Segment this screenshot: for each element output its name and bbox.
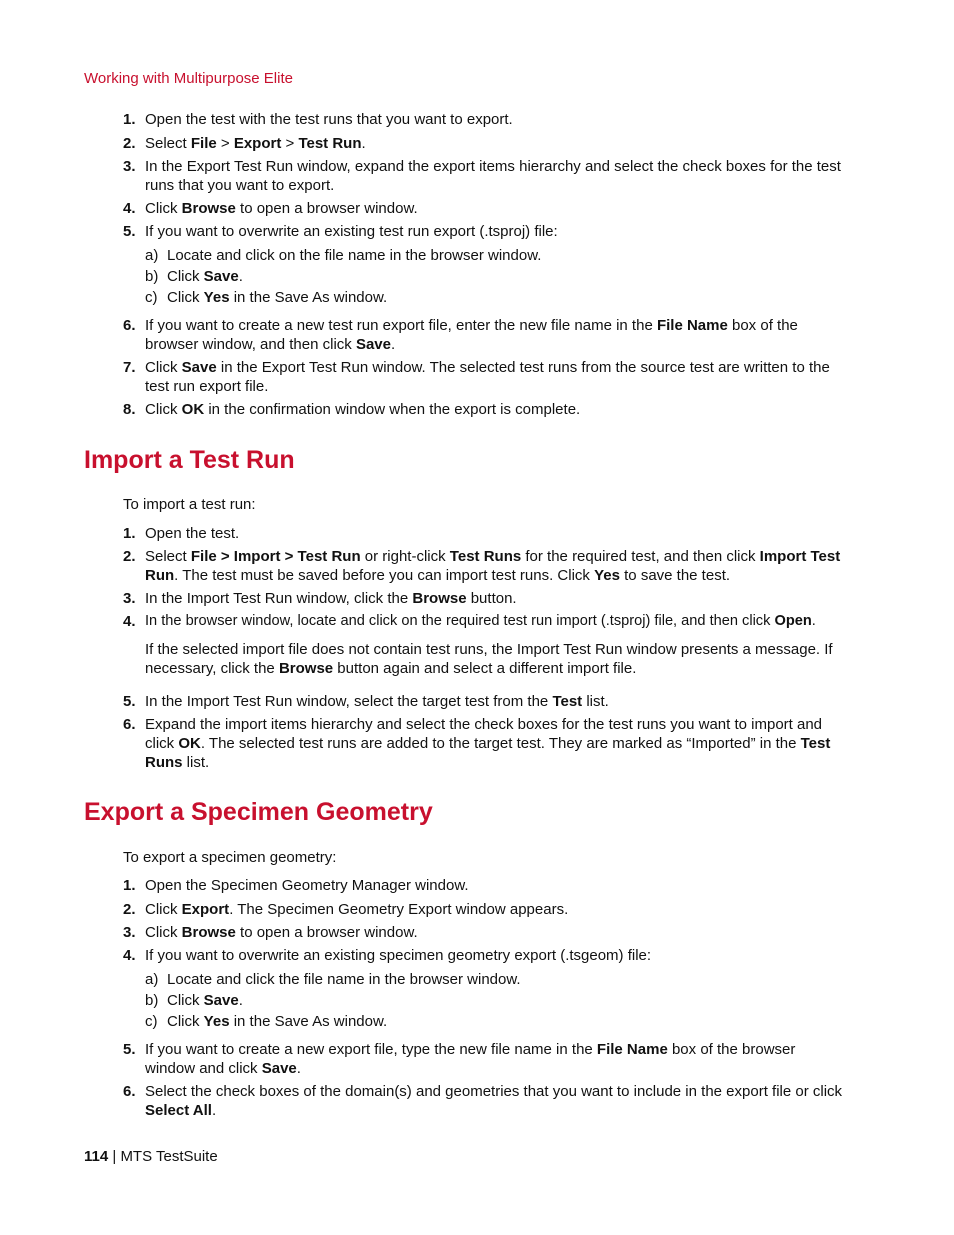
text-segment: in the Save As window. [229, 1013, 388, 1030]
intro-text: To import a test run: [123, 496, 256, 513]
text-segment: If you want to create a new test run export file, enter the new file name in the [145, 317, 657, 334]
bold-term: Save [203, 992, 239, 1009]
bold-term: Export [181, 901, 230, 918]
bold-term: Browse [181, 200, 236, 217]
bold-term: Yes [203, 289, 230, 306]
bold-term: Save [203, 268, 239, 285]
text-segment: In the browser window, locate and click on the required test run import (.tsproj) file, and then click [145, 613, 775, 629]
list-item: 1. Open the test. [123, 525, 240, 542]
text-segment: In the Import Test Run window, select the target test from the [145, 693, 553, 710]
bold-term: File Name [596, 1041, 668, 1058]
bold-term: Select All [145, 1102, 212, 1119]
text-segment: . [390, 336, 396, 353]
bold-term: Browse [278, 660, 334, 677]
text-segment: Select the check boxes of the domain(s) and geometries that you want to include in the export file or click [145, 1083, 843, 1100]
text-segment: . [296, 1060, 301, 1077]
list-item: 2. Click Export. The Specimen Geometry Export window appears. [123, 901, 569, 918]
list-item: 2. Select File > Export > Test Run. [123, 135, 366, 152]
bold-term: Import Test Run [145, 548, 841, 584]
bold-term: File > Import > Test Run [190, 548, 361, 565]
list-item: 4. In the browser window, locate and click on the required test run import (.tsproj) file, and then click Open. [123, 613, 816, 630]
bold-term: Save [355, 336, 391, 353]
list-item: 6. Select the check boxes of the domain(s) and geometries that you want to include in the export file or click Select All. [123, 1083, 843, 1119]
text-segment: . [211, 1102, 217, 1119]
bold-term: Test Run [298, 135, 362, 152]
sub-list-item: c) Click Yes in the Save As window. [145, 289, 388, 306]
bold-term: Test Runs [145, 735, 831, 771]
list-item: 6. Expand the import items hierarchy and select the check boxes for the test runs you want to import and click OK. The selected test runs are added to the target test. They are marked as “Imported” in the Test Runs list. [123, 716, 831, 771]
text-segment: Click [167, 289, 204, 306]
running-header: Working with Multipurpose Elite [84, 70, 293, 87]
text-segment: to open a browser window. [235, 924, 418, 941]
text-segment: Click [167, 1013, 204, 1030]
footer-doc-title: MTS TestSuite [120, 1148, 218, 1165]
bold-term: OK [181, 401, 205, 418]
bold-term: File Name [656, 317, 728, 334]
bold-term: Yes [203, 1013, 230, 1030]
list-item: 6. If you want to create a new test run export file, enter the new file name in the File Name box of the browser window, and then click Save. [123, 317, 798, 353]
bold-term: Browse [181, 924, 236, 941]
bold-term: Save [181, 359, 217, 376]
bold-term: File [190, 135, 217, 152]
text-segment: box of the browser window, and then click [145, 317, 798, 353]
section-heading-geometry: Export a Specimen Geometry [84, 798, 433, 826]
text-segment: . The selected test runs are added to the target test. They are marked as “Imported” in the [200, 735, 801, 752]
list-item: 1. Open the Specimen Geometry Manager window. [123, 877, 469, 894]
text-segment: Select [145, 135, 191, 152]
bold-term: Open [774, 613, 812, 629]
text-segment: button again and select a different import file. [333, 660, 637, 677]
list-item: 3. In the Import Test Run window, click the Browse button. [123, 590, 517, 607]
text-segment: Click [145, 359, 182, 376]
bold-term: OK [178, 735, 201, 752]
bold-term: Browse [412, 590, 467, 607]
bold-term: Save [261, 1060, 297, 1077]
text-segment: button. [466, 590, 517, 607]
list-item: 2. Select File > Import > Test Run or right-click Test Runs for the required test, and then click Import Test Run. The test must be saved before you can import test runs. Click Yes to save the test. [123, 548, 841, 584]
list-item: 5. If you want to overwrite an existing test run export (.tsproj) file: [123, 223, 558, 240]
intro-text: To export a specimen geometry: [123, 849, 337, 866]
text-segment: in the confirmation window when the export is complete. [204, 401, 581, 418]
text-segment: box of the browser window and click [145, 1041, 796, 1077]
text-segment: Click [145, 401, 182, 418]
list-item: 5. In the Import Test Run window, select the target test from the Test list. [123, 693, 609, 710]
text-segment: . The test must be saved before you can import test runs. Click [174, 567, 595, 584]
text-segment: list. [182, 754, 210, 771]
list-item: 4. Click Browse to open a browser window. [123, 200, 418, 217]
list-item: 8. Click OK in the confirmation window when the export is complete. [123, 401, 581, 418]
sub-list-item: a) Locate and click the file name in the browser window. [145, 971, 521, 988]
text-segment: Click [167, 268, 204, 285]
bold-term: Test [552, 693, 583, 710]
text-segment: > [281, 135, 299, 152]
text-segment: in the Export Test Run window. The selected test runs from the source test are written to the test run export file. [145, 359, 830, 395]
text-segment: Click [145, 901, 182, 918]
note-paragraph [145, 640, 845, 678]
text-segment: in the Save As window. [229, 289, 388, 306]
section-heading-import: Import a Test Run [84, 446, 295, 474]
sub-list-item: a) Locate and click on the file name in the browser window. [145, 247, 542, 264]
text-segment: If you want to create a new export file, type the new file name in the [145, 1041, 597, 1058]
list-item: 5. If you want to create a new export file, type the new file name in the File Name box of the browser window and click Save. [123, 1041, 796, 1077]
sub-list-item: b) Click Save. [145, 268, 243, 285]
text-segment: Expand the import items hierarchy and select the check boxes for the test runs you want to import and click [145, 716, 823, 752]
text-segment: . [811, 613, 816, 629]
list-item: 3. In the Export Test Run window, expand the export items hierarchy and select the check boxes for the test runs that you want to export. [123, 158, 841, 194]
bold-term: Export [233, 135, 282, 152]
text-segment: . [361, 135, 366, 152]
list-item: 3. Click Browse to open a browser window. [123, 924, 418, 941]
text-segment: In the Import Test Run window, click the [145, 590, 413, 607]
text-segment: . [238, 992, 243, 1009]
text-segment: for the required test, and then click [521, 548, 760, 565]
text-segment: or right-click [360, 548, 450, 565]
bold-term: Test Runs [449, 548, 522, 565]
text-segment: to open a browser window. [235, 200, 418, 217]
text-segment: If the selected import file does not contain test runs, the Import Test Run window presents a message. If necessary, click the [145, 641, 833, 677]
list-item: 4. If you want to overwrite an existing specimen geometry export (.tsgeom) file: [123, 947, 652, 964]
text-segment: > [216, 135, 234, 152]
list-item: 1. Open the test with the test runs that you want to export. [123, 111, 513, 128]
footer-separator: | [108, 1148, 121, 1165]
text-segment: list. [582, 693, 609, 710]
text-segment: Select [145, 548, 191, 565]
text-segment: Click [145, 200, 182, 217]
text-segment: . The Specimen Geometry Export window appears. [229, 901, 569, 918]
text-segment: to save the test. [619, 567, 731, 584]
bold-term: Yes [594, 567, 620, 584]
list-item: 7. Click Save in the Export Test Run window. The selected test runs from the source test are written to the test run export file. [123, 359, 830, 395]
page-number: 114 [84, 1148, 109, 1165]
page-footer [84, 1148, 218, 1165]
sub-list-item: c) Click Yes in the Save As window. [145, 1013, 388, 1030]
text-segment: Click [145, 924, 182, 941]
text-segment: Click [167, 992, 204, 1009]
text-segment: . [238, 268, 243, 285]
sub-list-item: b) Click Save. [145, 992, 243, 1009]
